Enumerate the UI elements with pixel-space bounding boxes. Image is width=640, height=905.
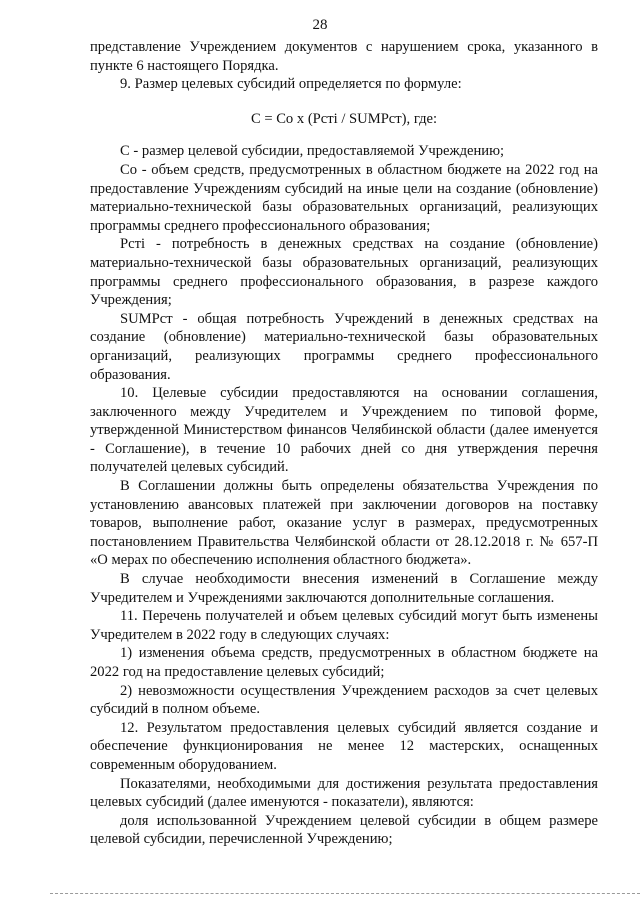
page-number: 28 <box>312 17 328 33</box>
paragraph-clause-12: 12. Результатом предоставления целевых субсидий является создание и обеспечение функционирования не менее 12 мастерских, оснащенных современным оборудованием. <box>90 719 598 773</box>
paragraph-continuation: представление Учреждением документов с нарушением срока, указанного в пункте 6 настоящего Порядка. <box>90 39 598 74</box>
paragraph-agreement-obligations: В Соглашении должны быть определены обязательства Учреждения по установлению авансовых платежей при заключении договоров на поставку товаров, выполнение работ, оказание услуг в размерах, предусмотренных постановлением Правительства Челябинской области от 28.12.2018 г. № 657-П «О мерах по обеспечению исполнения областного бюджета». <box>90 478 598 569</box>
definition-pcti: Pcтi - потребность в денежных средствах на создание (обновление) материально-технической базы образовательных организаций, реализующих программы среднего профессионального образования, в разрезе каждого Учреждения; <box>90 236 598 309</box>
definition-sumpct: SUMPcт - общая потребность Учреждений в денежных средствах на создание (обновление) материально-технической базы образовательных организаций, реализующих программы среднего профессионального образования. <box>90 310 598 383</box>
paragraph-clause-9: 9. Размер целевых субсидий определяется по формуле: <box>120 76 462 93</box>
paragraph-clause-10: 10. Целевые субсидии предоставляются на основании соглашения, заключенного между Учредителем и Учреждением по типовой форме, утвержденной Министерством финансов Челябинской области (далее именуется - Соглашение), в течение 10 рабочих дней со дня утверждения перечня получателей целевых субсидий. <box>90 385 598 476</box>
document-body <box>90 38 598 849</box>
definition-co: Co - объем средств, предусмотренных в областном бюджете на 2022 год на предоставление Учреждениям субсидий на иные цели на создание (обновление) материально-технической базы образовательных организаций, реализующих программы среднего профессионального образования; <box>90 161 598 234</box>
page-bottom-rule <box>50 893 640 894</box>
paragraph-clause-11: 11. Перечень получателей и объем целевых субсидий могут быть изменены Учредителем в 2022 году в следующих случаях: <box>90 608 598 643</box>
list-item-2: 2) невозможности осуществления Учреждением расходов за счет целевых субсидий в полном объеме. <box>90 682 598 718</box>
formula: C = Co x (Pcтi / SUMPcт), где: <box>250 110 438 127</box>
definition-c: C - размер целевой субсидии, предоставляемой Учреждению; <box>120 143 505 160</box>
paragraph-indicators: Показателями, необходимыми для достижения результата предоставления целевых субсидий (далее именуются - показатели), являются: <box>90 775 598 811</box>
paragraph-additional-agreements: В случае необходимости внесения изменений в Соглашение между Учредителем и Учреждениями заключаются дополнительные соглашения. <box>90 571 598 606</box>
list-item-1: 1) изменения объема средств, предусмотренных в областном бюджете на 2022 год на предоставление целевых субсидий; <box>90 645 598 680</box>
paragraph-indicator-share: доля использованной Учреждением целевой субсидии в общем размере целевой субсидии, перечисленной Учреждению; <box>90 812 598 848</box>
